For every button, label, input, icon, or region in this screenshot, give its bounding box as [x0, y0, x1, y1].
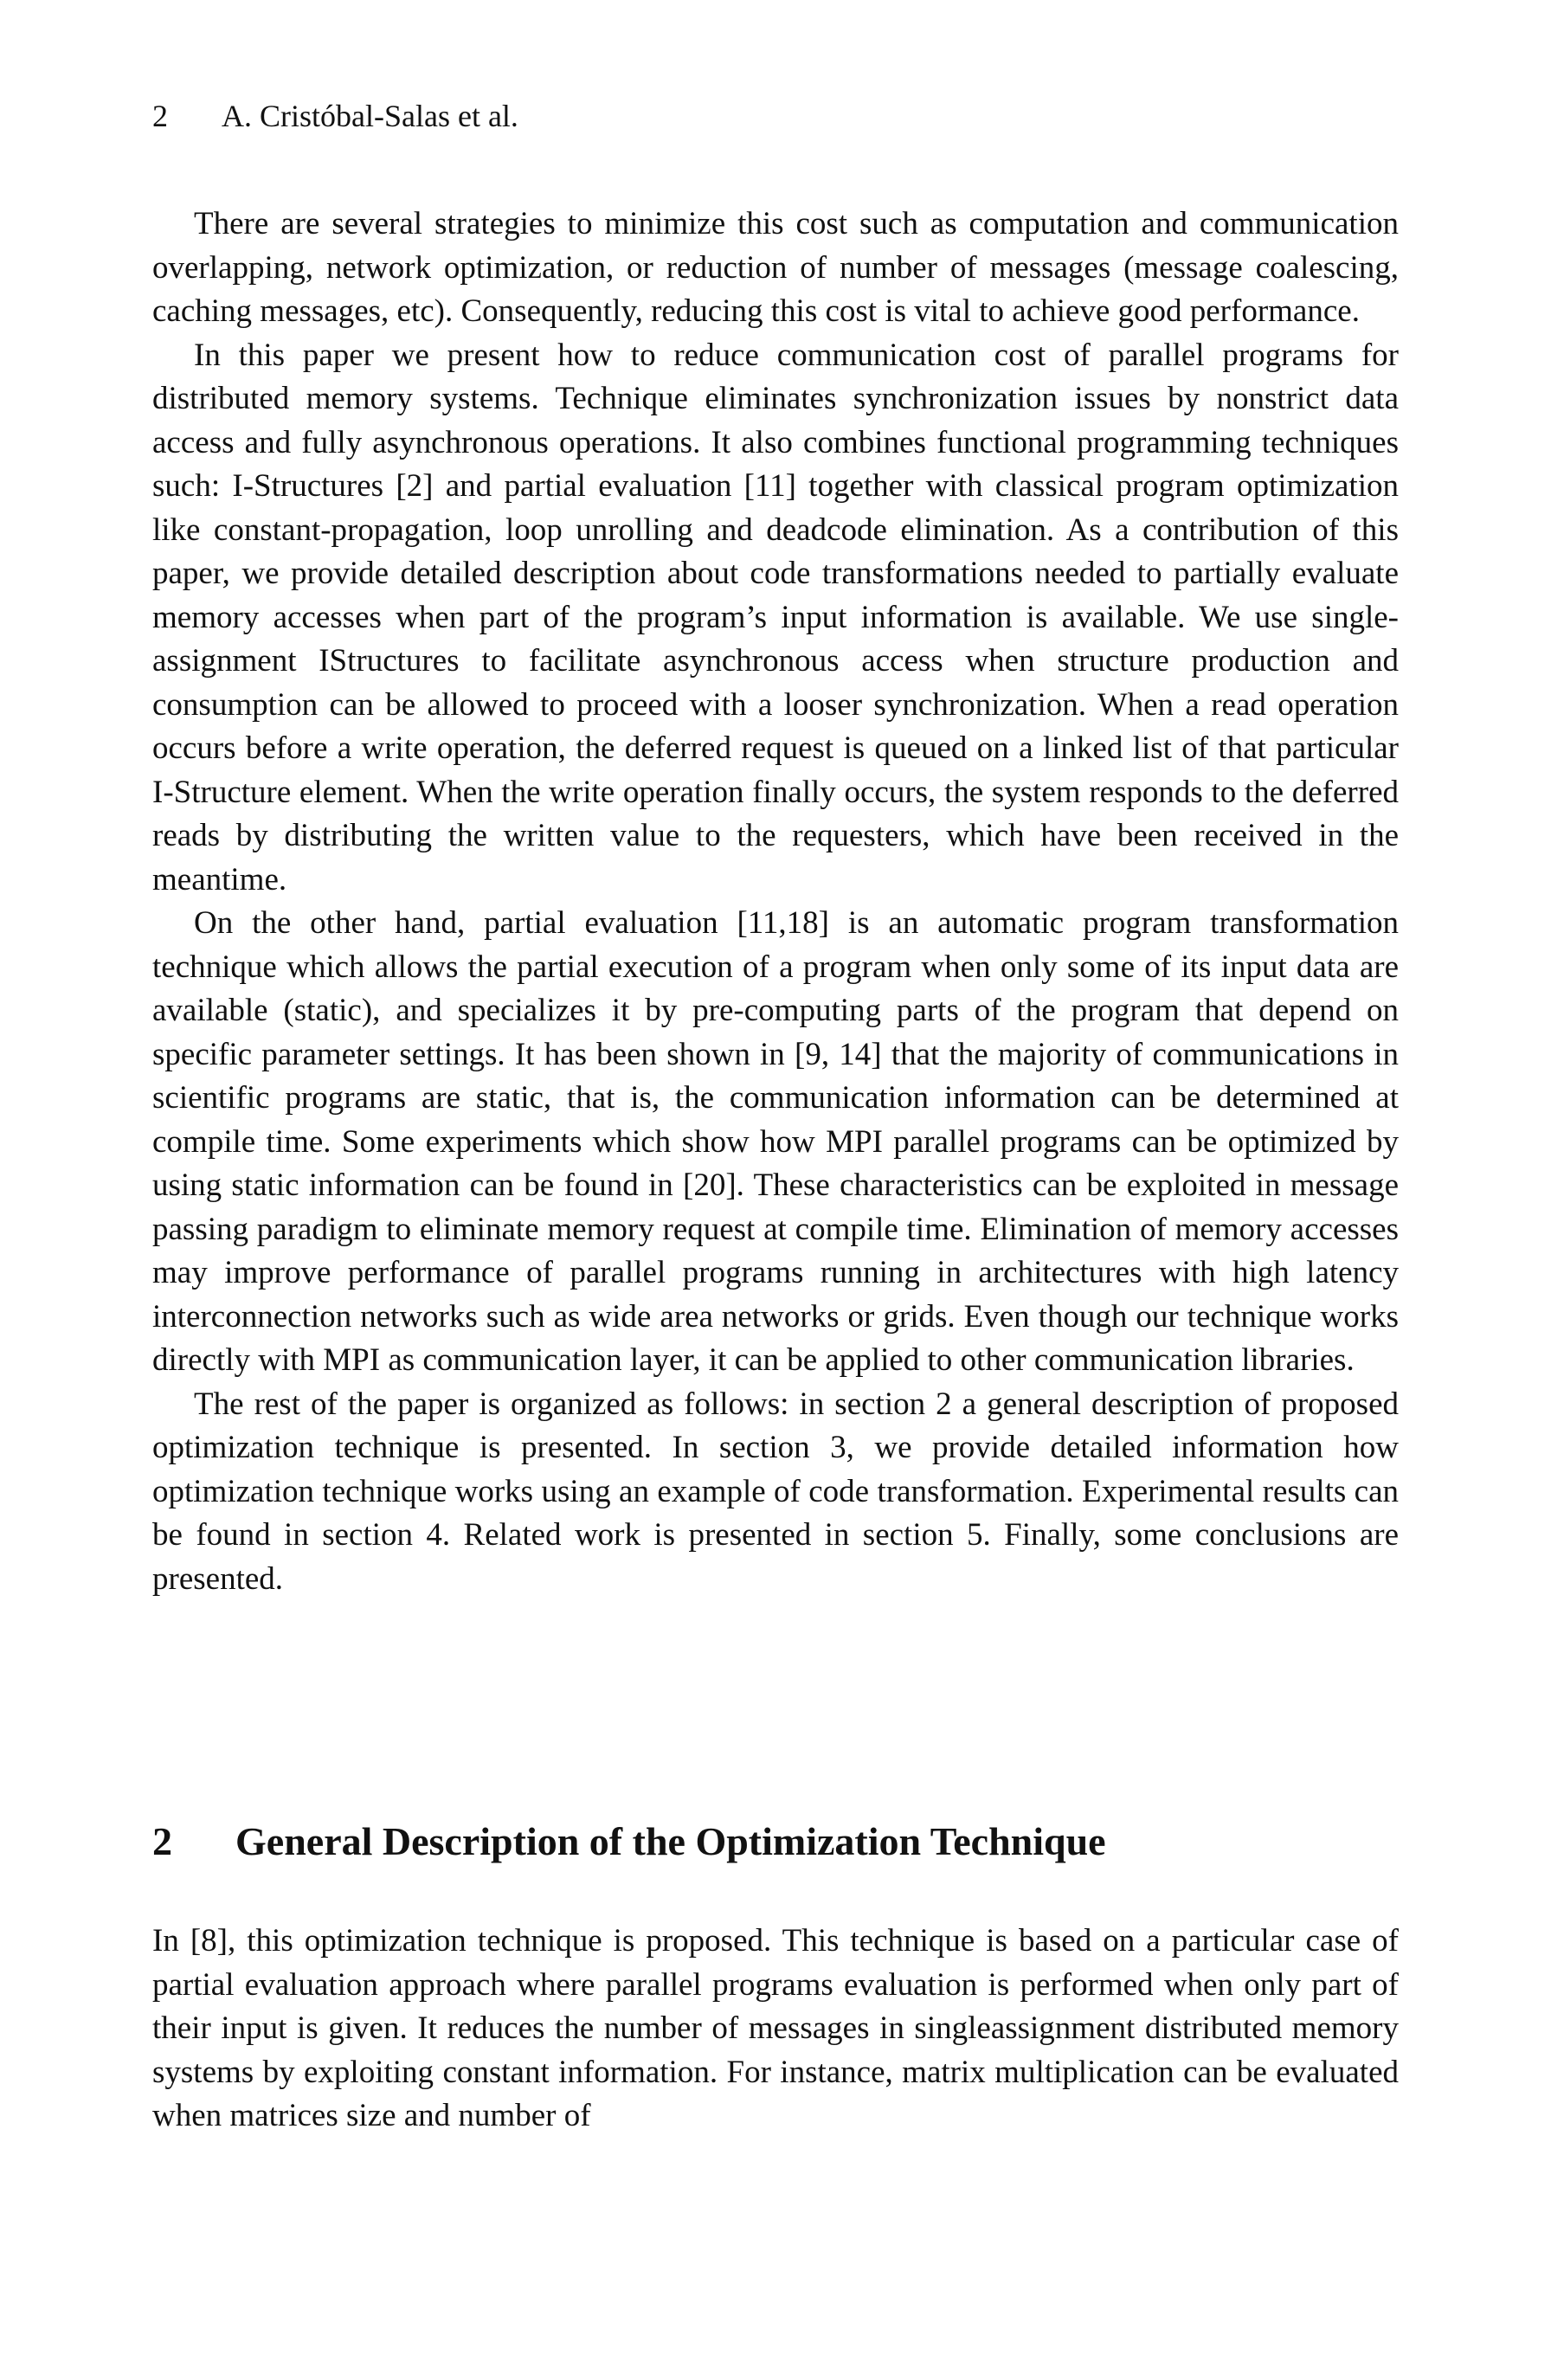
- paragraph-paper-organization: The rest of the paper is organized as follows: in section 2 a general description of proposed optimization technique is presented. In section 3, we provide detailed information how optimization technique works using an example of code transformation. Experimental results can be found in section 4. Related work is presented in section 5. Finally, some conclusions are presented.: [152, 1386, 1399, 1597]
- running-head-authors: A. Cristóbal-Salas et al.: [222, 99, 518, 133]
- section-text-block: [152, 1920, 1399, 2139]
- intro-text-block: [152, 203, 1399, 1601]
- paragraph-communication-cost: There are several strategies to minimize this cost such as computation and communication overlapping, network optimization, or reduction of number of messages (message coalescing, caching messages, etc). Consequently, reducing this cost is vital to achieve good performance.: [152, 206, 1399, 329]
- running-head: [152, 97, 518, 135]
- paragraph-partial-evaluation: On the other hand, partial evaluation [11,18] is an automatic program transformation technique which allows the partial execution of a program when only some of its input data are available (static), and specializes it by pre-computing parts of the program that depend on specific parameter settings. It has been shown in [9, 14] that the majority of communications in scientific programs are static, that is, the communication information can be determined at compile time. Some experiments which show how MPI parallel programs can be optimized by using static information can be found in [20]. These characteristics can be exploited in message passing paradigm to eliminate memory request at compile time. Elimination of memory accesses may improve performance of parallel programs running in architectures with high latency interconnection networks such as wide area networks or grids. Even though our technique works directly with MPI as communication layer, it can be applied to other communication libraries.: [152, 905, 1399, 1378]
- paragraph-paper-contribution: In this paper we present how to reduce communication cost of parallel programs for distributed memory systems. Technique eliminates synchronization issues by nonstrict data access and fully asynchronous operations. It also combines functional programming techniques such: I-Structures [2] and partial evaluation [11] together with classical program optimization like constant-propagation, loop unrolling and deadcode elimination. As a contribution of this paper, we provide detailed description about code transformations needed to partially evaluate memory accesses when part of the program’s input information is available. We use single-assignment IStructures to facilitate asynchronous access when structure production and consumption can be allowed to proceed with a looser synchronization. When a read operation occurs before a write operation, the deferred request is queued on a linked list of that particular I-Structure element. When the write operation finally occurs, the system responds to the deferred reads by distributing the written value to the requesters, which have been received in the meantime.: [152, 337, 1399, 897]
- page-number: 2: [152, 99, 168, 133]
- section-number: 2: [152, 1819, 172, 1863]
- section-title: General Description of the Optimization Technique: [235, 1819, 1106, 1863]
- paragraph-optimization-technique: In [8], this optimization technique is proposed. This technique is based on a particular case of partial evaluation approach where parallel programs evaluation is performed when only part of their input is given. It reduces the number of messages in singleassignment distributed memory systems by exploiting constant information. For instance, matrix multiplication can be evaluated when matrices size and number of: [152, 1923, 1399, 2133]
- section-heading: [152, 1816, 1106, 1868]
